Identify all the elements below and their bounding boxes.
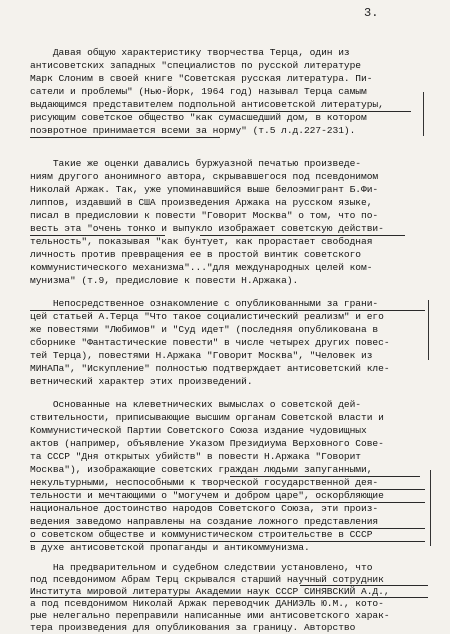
text-line: рые нелегально переправили написанные ими антисоветского харак- xyxy=(30,610,390,621)
text-line: На предварительном и судебном следствии установлено, что xyxy=(30,562,373,573)
underline-mark xyxy=(30,489,425,490)
text-line: Марк Слоним в своей книге "Советская русская литература. Пи- xyxy=(30,73,373,84)
underline-mark xyxy=(104,111,196,112)
text-line: тей Терца), повестями Н.Аржака "Говорит Москва", "Человек из xyxy=(30,350,373,361)
text-line: весть эта "очень тонко и выпукло изображает советскую действи- xyxy=(30,223,384,234)
text-line: Коммунистической Партии Советского Союза издание чудовищных xyxy=(30,425,367,436)
text-line: рисующим советское общество "как сумасшедший дом, в котором xyxy=(30,112,367,123)
text-line: а под псевдонимом Николай Аржак переводчик ДАНИЭЛЬ Ю.М., кото- xyxy=(30,598,384,609)
text-line: писал в предисловии к повести "Говорит Москва" о том, что по- xyxy=(30,210,379,221)
underline-mark xyxy=(30,528,425,529)
underline-mark xyxy=(300,585,428,586)
text-line: Давая общую характеристику творчества Терца, один из xyxy=(30,47,350,58)
underline-mark xyxy=(30,235,165,236)
text-line: личность против превращения ее в простой винтик советского xyxy=(30,249,362,260)
text-line: Москва"), изображающие советских граждан людьми запуганными, xyxy=(30,464,373,475)
underline-mark xyxy=(230,476,420,477)
text-line: сатели и проблемы" (Нью-Йорк, 1964 год) называл Терца самым xyxy=(30,86,367,97)
text-line: цей статьей А.Терца "Что такое социалистический реализм" и его xyxy=(30,311,384,322)
text-line: некультурными, неспособными к творческой государственной дея- xyxy=(30,477,379,488)
text-line: же повестями "Любимов" и "Суд идет" (последняя опубликована в xyxy=(30,324,379,335)
text-line: актов (например, объявление Указом Президиума Верховного Сове- xyxy=(30,438,384,449)
text-line: сборнике "Фантастические повести" в числе четырех других повес- xyxy=(30,337,390,348)
text-line: в духе антисоветской пропаганды и антикоммунизма. xyxy=(30,542,310,553)
text-line: Непосредственное ознакомление с опубликованными за грани- xyxy=(30,298,379,309)
text-line: та СССР "Дня открытых убийств" в повести Н.Аржака "Говорит xyxy=(30,451,362,462)
text-line: тельности и мечтающими о "могучем и добром царе", оскорбляющие xyxy=(30,490,384,501)
text-line: о советском обществе и коммунистическом строительстве в СССР xyxy=(30,529,373,540)
text-line: под псевдонимом Абрам Терц скрывался старший научный сотрудник xyxy=(30,574,384,585)
text-line: тера произведения для опубликования за границу. Авторство xyxy=(30,622,356,633)
underline-mark xyxy=(200,235,405,236)
underline-mark xyxy=(30,502,425,503)
text-line: ниям другого анонимного автора, скрывавшегося под псевдонимом xyxy=(30,171,379,182)
text-line: ствительности, приписывающие высшим органам Советской власти и xyxy=(30,412,384,423)
text-line: ветнический характер этих произведений. xyxy=(30,376,253,387)
margin-line xyxy=(428,300,429,360)
margin-line xyxy=(423,92,424,136)
page-number: 3. xyxy=(364,6,379,20)
text-line: мунизма" (т.9, предисловие к повести Н.Аржака). xyxy=(30,275,299,286)
text-line: антисоветских западных "специалистов по русской литературе xyxy=(30,60,362,71)
text-line: Института мировой литературы Академии наук СССР СИНЯВСКИЙ А.Д., xyxy=(30,586,390,597)
underline-mark xyxy=(30,310,425,311)
text-line: липпов, издавший в США произведения Аржака на русском языке, xyxy=(30,197,373,208)
underline-mark xyxy=(30,541,425,542)
text-line: ведения заведомо направлены на создание ложного представления xyxy=(30,516,379,527)
text-line: поэвротное принимается всеми за норму" (т.5 л.д.227-231). xyxy=(30,125,356,136)
text-line: Такие же оценки давались буржуазной печатью произведе- xyxy=(30,158,362,169)
underline-mark xyxy=(30,137,220,138)
margin-line xyxy=(430,470,431,546)
underline-mark xyxy=(196,111,411,112)
text-line: выдающимся представителем подпольной антисоветской литературы, xyxy=(30,99,384,110)
text-line: МИНАПа", "Искупление" полностью подтверждает антисоветский кле- xyxy=(30,363,390,374)
text-line: Николай Аржак. Так, уже упоминавшийся выше белоэмигрант Б.Фи- xyxy=(30,184,379,195)
text-line: Основанные на клеветнических вымыслах о советской дей- xyxy=(30,399,362,410)
text-line: коммунистического механизма"..."для международных целей ком- xyxy=(30,262,373,273)
text-line: тельность", показывая "как бунтует, как прорастает свободная xyxy=(30,236,373,247)
text-line: национальное достоинство народов Советского Союза, эти произ- xyxy=(30,503,379,514)
underline-mark xyxy=(30,597,428,598)
